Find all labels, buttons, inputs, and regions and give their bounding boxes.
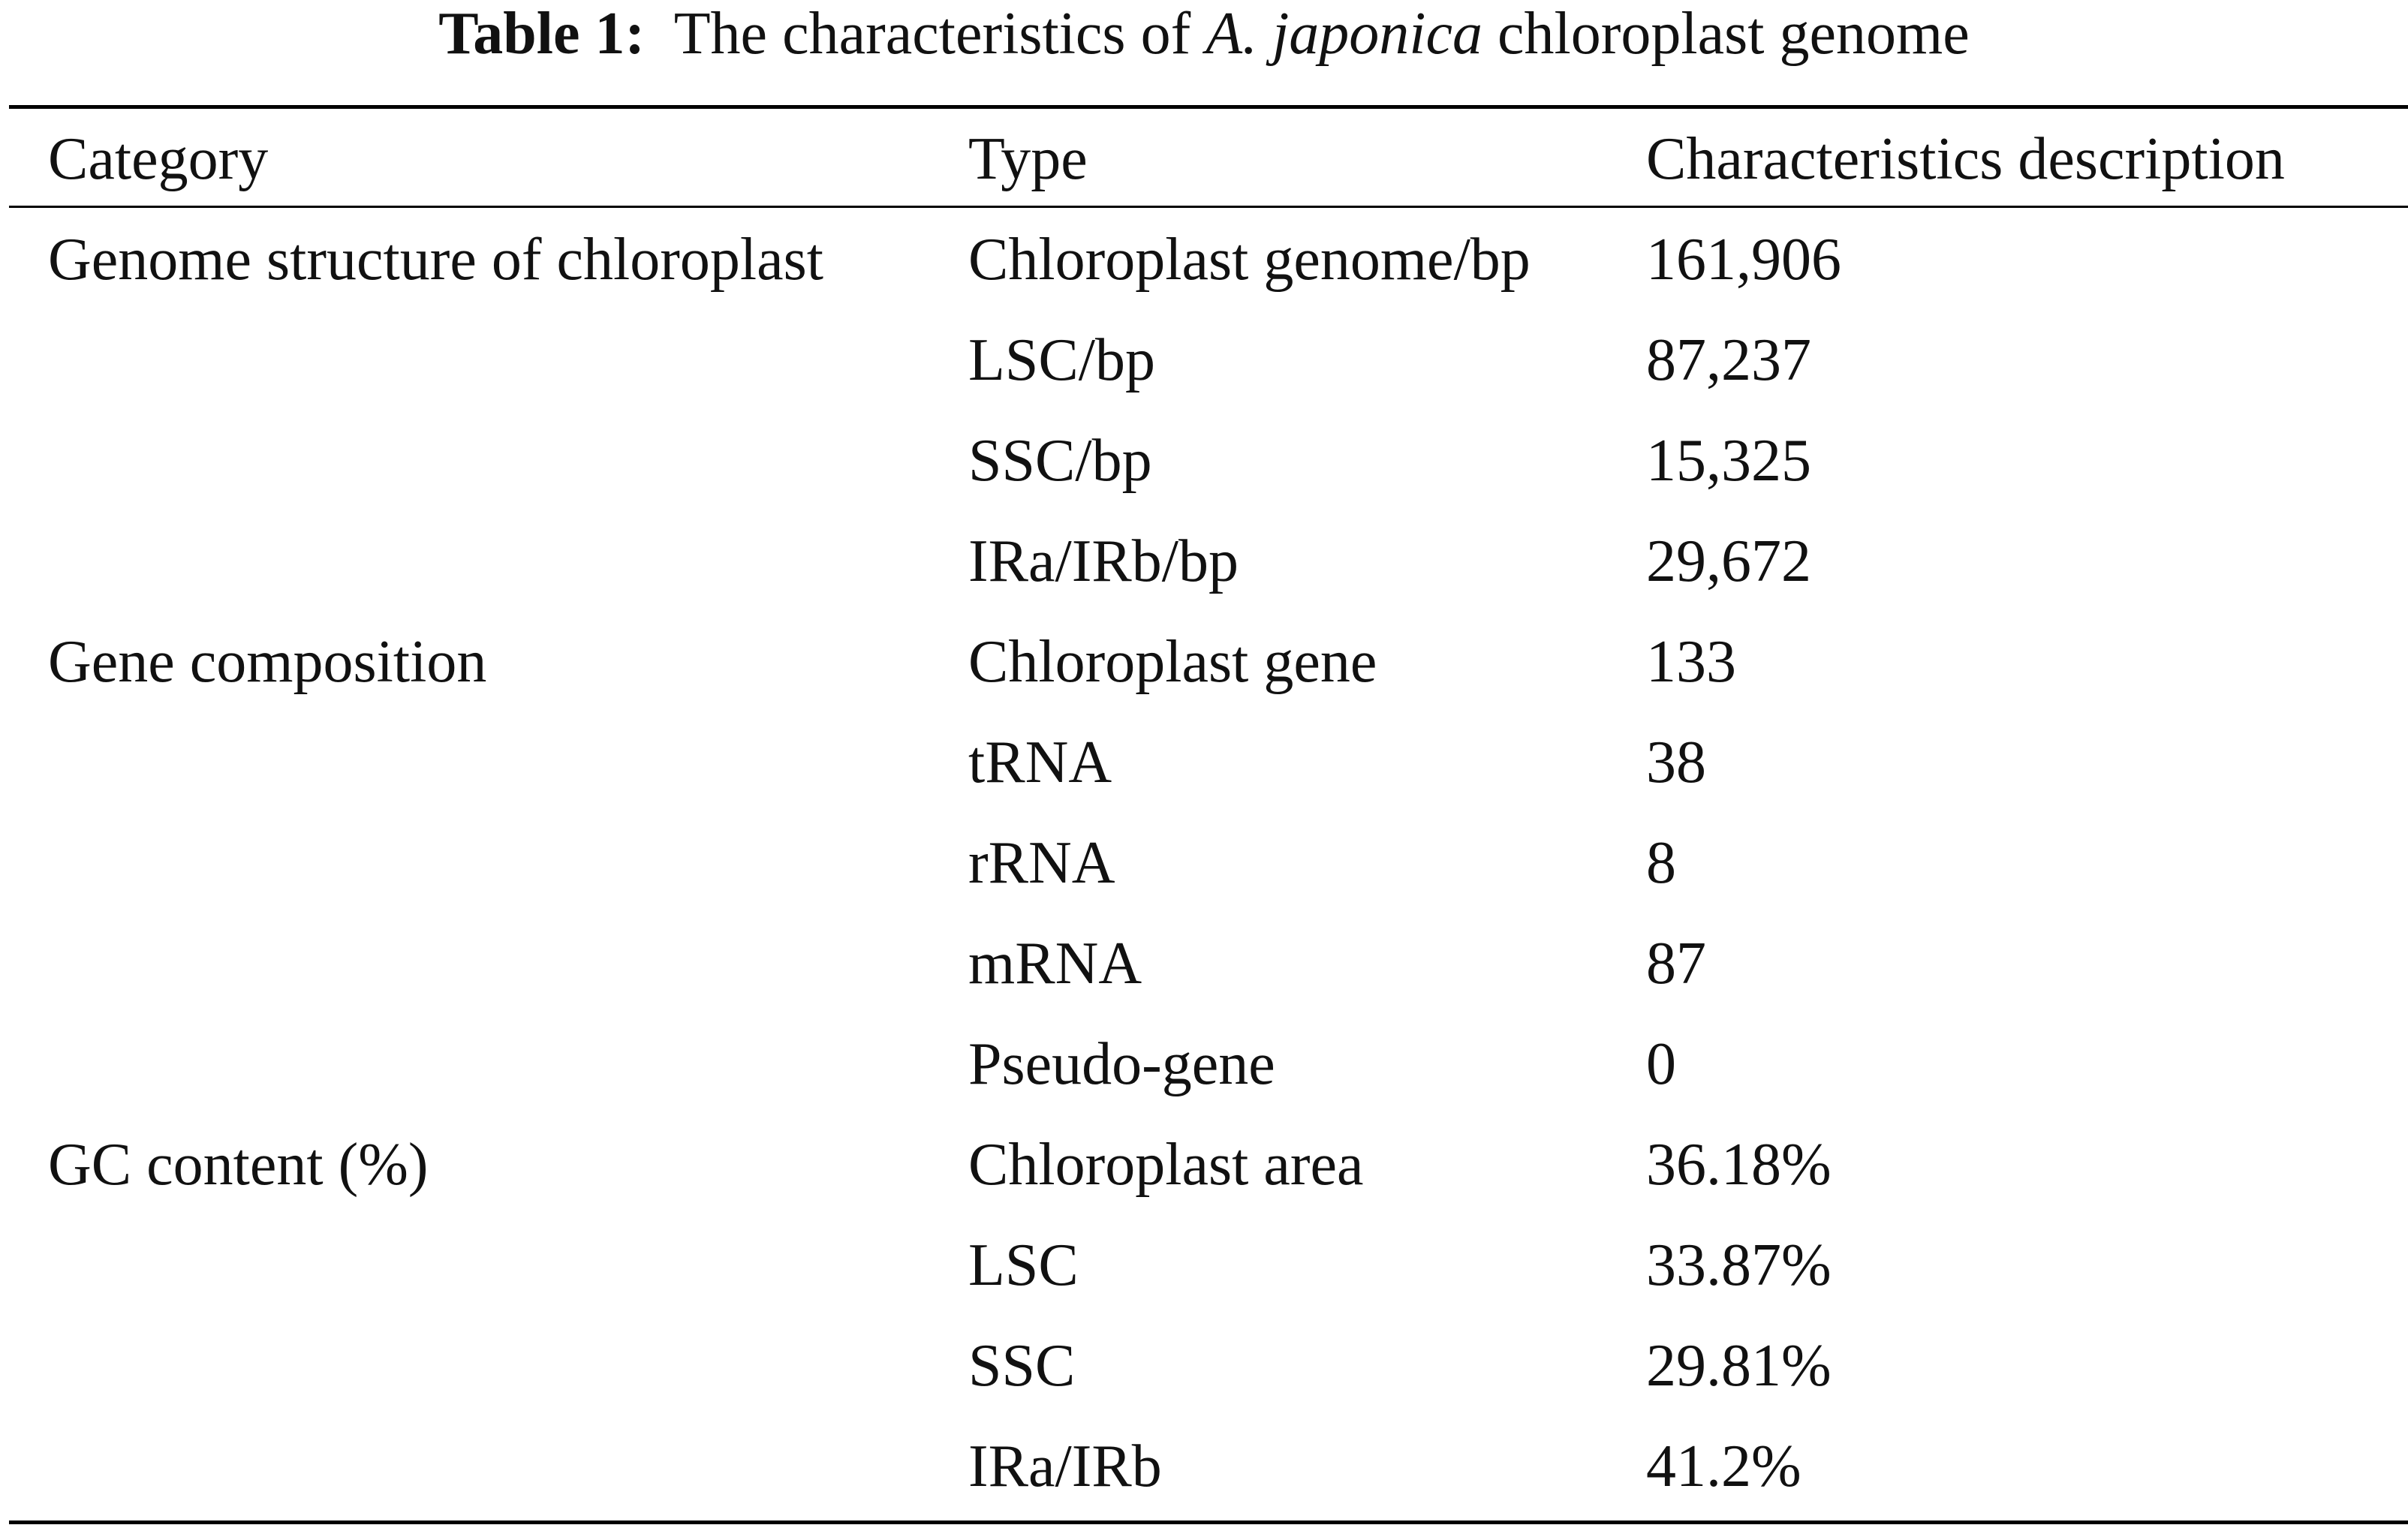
header-description: Characteristics description (1646, 125, 2285, 192)
table-row (0, 913, 2408, 1014)
table-row (0, 511, 2408, 612)
table-row (0, 1416, 2408, 1517)
cell-value: 29.81% (1646, 1332, 1832, 1399)
table-row (0, 1014, 2408, 1114)
cell-type: tRNA (968, 729, 1112, 796)
cell-category: Genome structure of chloroplast (48, 226, 824, 293)
cell-category (0, 712, 968, 813)
caption-species: A. japonica (1206, 1, 1483, 67)
cell-category (0, 1215, 968, 1316)
cell-type: IRa/IRb (968, 1433, 1162, 1499)
cell-category (0, 813, 968, 913)
cell-category (0, 1416, 968, 1517)
cell-value: 33.87% (1646, 1232, 1832, 1298)
table-row (0, 813, 2408, 913)
table-label: Table 1: (438, 1, 646, 67)
caption-text-after: chloroplast genome (1497, 1, 1970, 67)
cell-value: 41.2% (1646, 1433, 1801, 1499)
cell-value: 38 (1646, 729, 1706, 796)
cell-value: 87 (1646, 930, 1706, 997)
cell-category (0, 1316, 968, 1416)
table-row (0, 1316, 2408, 1416)
table-row (0, 209, 2408, 310)
cell-type: Chloroplast genome/bp (968, 226, 1531, 293)
cell-value: 15,325 (1646, 427, 1811, 494)
cell-category: Gene composition (48, 628, 487, 695)
cell-type: Chloroplast area (968, 1131, 1364, 1198)
caption-spacer (0, 0, 2408, 109)
cell-value: 161,906 (1646, 226, 1841, 293)
cell-type: mRNA (968, 930, 1142, 997)
cell-type: LSC (968, 1232, 1079, 1298)
cell-type: Pseudo-gene (968, 1030, 1275, 1097)
header-row (0, 109, 2408, 209)
cell-type: SSC/bp (968, 427, 1152, 494)
cell-category (0, 310, 968, 411)
cell-value: 133 (1646, 628, 1736, 695)
cell-type: IRa/IRb/bp (968, 528, 1239, 594)
cell-category (0, 411, 968, 511)
cell-category: GC content (%) (48, 1131, 429, 1198)
cell-type: SSC (968, 1332, 1076, 1399)
cell-value: 87,237 (1646, 326, 1811, 393)
header-category: Category (48, 125, 269, 192)
header-type: Type (968, 125, 1088, 192)
table-row (0, 411, 2408, 511)
cell-value: 36.18% (1646, 1131, 1832, 1198)
cell-category (0, 1014, 968, 1114)
cell-category (0, 511, 968, 612)
bottom-rule (9, 1520, 2408, 1524)
cell-category (0, 913, 968, 1014)
table-row (0, 1114, 2408, 1215)
cell-value: 8 (1646, 829, 1676, 896)
cell-type: Chloroplast gene (968, 628, 1377, 695)
table-row (0, 612, 2408, 712)
cell-type: rRNA (968, 829, 1115, 896)
caption-text-before: The characteristics of (673, 1, 1191, 67)
table-row (0, 1215, 2408, 1316)
cell-value: 29,672 (1646, 528, 1811, 594)
table-row (0, 310, 2408, 411)
table-row (0, 712, 2408, 813)
cell-type: LSC/bp (968, 326, 1155, 393)
cell-value: 0 (1646, 1030, 1676, 1097)
